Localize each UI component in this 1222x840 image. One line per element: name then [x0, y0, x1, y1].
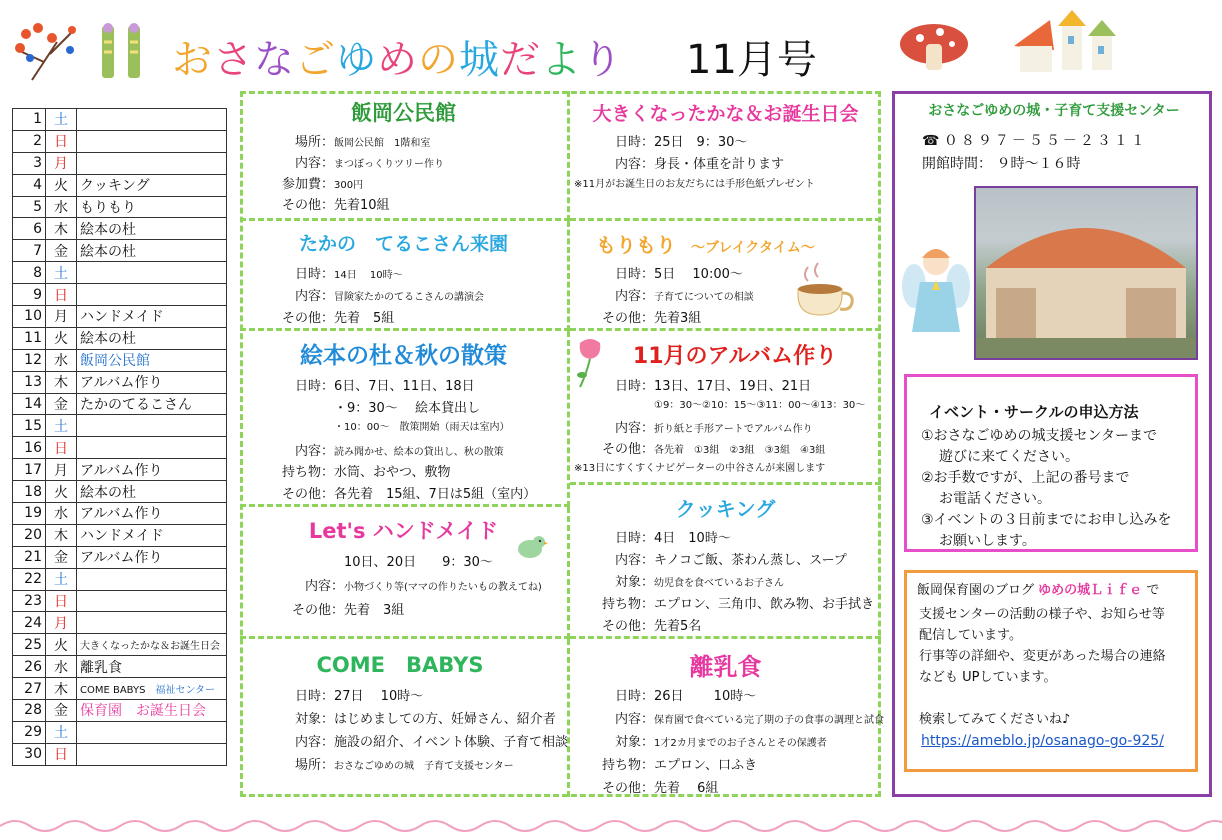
calendar-weekday: 日	[46, 284, 77, 306]
newsletter-title	[172, 28, 623, 85]
calendar-day: 14	[13, 393, 46, 415]
mushroom-icon	[898, 14, 970, 76]
event-detail-row: 内容：折り紙と手形アートでアルバム作り	[614, 421, 813, 436]
calendar-weekday: 金	[46, 700, 77, 722]
event-detail-row: 日時：13日、17日、19日、21日	[614, 379, 812, 394]
calendar-row	[13, 393, 227, 415]
calendar-event	[77, 262, 227, 284]
event-detail-row: ・9：30～ 絵本貸出し	[334, 400, 480, 416]
calendar-event: 絵本の杜	[77, 240, 227, 262]
event-handmade	[240, 507, 570, 639]
event-title: もりもり	[596, 233, 676, 257]
calendar-weekday: 火	[46, 634, 77, 656]
center-hours: 開館時間： ９時～１６時	[922, 156, 1081, 172]
calendar-day: 13	[13, 371, 46, 393]
calendar-weekday: 金	[46, 546, 77, 568]
event-detail-row: 内容：施設の紹介、イベント体験、子育て相談	[294, 735, 569, 750]
calendar-day: 7	[13, 240, 46, 262]
event-detail-row: 日時：26日 10時～	[614, 689, 757, 704]
calendar-day: 22	[13, 568, 46, 590]
blog-info	[904, 570, 1198, 772]
calendar-event	[77, 415, 227, 437]
calendar-event	[77, 109, 227, 131]
event-detail-row: ※13日にすくすくナビゲーターの中谷さんが来園します	[574, 463, 826, 474]
calendar-weekday: 月	[46, 306, 77, 328]
calendar-weekday: 火	[46, 174, 77, 196]
calendar-day: 2	[13, 130, 46, 152]
calendar-event	[77, 590, 227, 612]
calendar-row	[13, 612, 227, 634]
event-detail-row: 内容：身長・体重を計ります	[614, 157, 785, 172]
calendar-day: 1	[13, 109, 46, 131]
calendar-day: 10	[13, 306, 46, 328]
calendar-day: 19	[13, 503, 46, 525]
event-morimori	[570, 221, 881, 331]
calendar-event	[77, 568, 227, 590]
event-rinyu	[570, 639, 884, 797]
how-to-apply	[904, 374, 1198, 552]
title-char: だ	[500, 37, 541, 83]
title-char: め	[377, 37, 418, 83]
calendar-row	[13, 174, 227, 196]
event-detail-row: 内容：子育てについての相談	[614, 289, 754, 304]
calendar-day: 5	[13, 196, 46, 218]
calendar-event: アルバム作り	[77, 503, 227, 525]
calendar-weekday: 月	[46, 152, 77, 174]
howto-line: お電話ください。	[939, 491, 1051, 507]
houses-icon	[1010, 6, 1120, 78]
event-detail-row: 持ち物：エプロン、口ふき	[601, 758, 757, 773]
calendar-row	[13, 524, 227, 546]
calendar-weekday: 木	[46, 678, 77, 700]
calendar-event: たかのてるこさん	[77, 393, 227, 415]
event-detail-row: その他：先着5名	[601, 619, 702, 634]
calendar-event	[77, 612, 227, 634]
calendar-weekday: 水	[46, 656, 77, 678]
calendar-event	[77, 130, 227, 152]
event-detail-row: 内容：保育園で食べている完了期の子の食事の調理と試食	[614, 712, 884, 727]
calendar-row	[13, 349, 227, 371]
calendar-event: クッキング	[77, 174, 227, 196]
calendar-event: アルバム作り	[77, 459, 227, 481]
calendar-event: 保育園 お誕生日会	[77, 700, 227, 722]
event-title: 絵本の杜＆秋の散策	[300, 343, 507, 369]
calendar-day: 6	[13, 218, 46, 240]
calendar-event: ハンドメイド	[77, 524, 227, 546]
event-title: クッキング	[675, 497, 776, 521]
calendar-weekday: 日	[46, 130, 77, 152]
event-detail-row: 場所：おさなごゆめの城 子育て支援センター	[294, 758, 514, 773]
calendar-weekday: 木	[46, 371, 77, 393]
calendar-day: 16	[13, 437, 46, 459]
calendar-day: 23	[13, 590, 46, 612]
phone-icon: ☎	[922, 133, 940, 149]
event-album	[570, 331, 881, 485]
blog-line: なども UPしています。	[919, 670, 1057, 685]
calendar-weekday: 木	[46, 218, 77, 240]
event-detail-row: 内容：小物づくり等(ママの作りたいもの教えてね)	[304, 579, 542, 594]
calendar-weekday: 土	[46, 262, 77, 284]
calendar-row	[13, 109, 227, 131]
calendar-event	[77, 284, 227, 306]
calendar-event: 絵本の杜	[77, 481, 227, 503]
event-cooking	[570, 485, 881, 639]
calendar-day: 28	[13, 700, 46, 722]
calendar-row	[13, 721, 227, 743]
calendar-weekday: 日	[46, 590, 77, 612]
calendar-row	[13, 634, 227, 656]
event-title: たかの てるこさん来園	[298, 233, 508, 255]
calendar-weekday: 土	[46, 415, 77, 437]
calendar-row	[13, 437, 227, 459]
calendar-event: 離乳食	[77, 656, 227, 678]
calendar-row	[13, 284, 227, 306]
calendar-row	[13, 327, 227, 349]
calendar-event: 絵本の杜	[77, 327, 227, 349]
howto-title: イベント・サークルの申込方法	[929, 403, 1139, 421]
event-ehon	[240, 331, 570, 507]
calendar-day: 20	[13, 524, 46, 546]
blog-line: 行事等の詳細や、変更があった場合の連絡	[919, 649, 1166, 664]
calendar-day: 21	[13, 546, 46, 568]
calendar-row	[13, 656, 227, 678]
calendar-weekday: 水	[46, 196, 77, 218]
issue-number: 11月号	[686, 37, 817, 83]
calendar-day: 8	[13, 262, 46, 284]
calendar-day: 17	[13, 459, 46, 481]
event-iioka	[240, 91, 570, 221]
calendar-day: 12	[13, 349, 46, 371]
event-detail-row: 対象：幼児食を食べているお子さん	[614, 575, 784, 590]
calendar-row	[13, 590, 227, 612]
event-detail-row: 内容：読み聞かせ、絵本の貸出し、秋の散策	[294, 443, 504, 459]
calendar-row	[13, 306, 227, 328]
event-detail-row: 内容：まつぼっくりツリー作り	[294, 156, 444, 171]
berry-branch-icon	[12, 22, 92, 84]
title-char: の	[418, 37, 459, 83]
calendar-day: 4	[13, 174, 46, 196]
calendar-event: 絵本の杜	[77, 218, 227, 240]
event-detail-row: その他：各先着 15組、7日は5組（室内）	[281, 486, 537, 502]
calendar-row	[13, 196, 227, 218]
calendar-row	[13, 568, 227, 590]
event-detail-row: ・10：00～ 散策開始（雨天は室内）	[334, 422, 510, 433]
title-char: り	[582, 37, 623, 83]
event-detail-row: その他：各先着 ①3組 ②3組 ③3組 ④3組	[601, 442, 826, 457]
event-title: 飯岡公民館	[351, 101, 456, 125]
event-title: 離乳食	[689, 653, 762, 681]
event-detail-row: ①9：30～②10：15～③11：00～④13：30～	[654, 400, 866, 411]
coffee-cup-icon	[792, 261, 856, 321]
event-detail-row: 日時：5日 10:00～	[614, 267, 743, 282]
calendar-event	[77, 743, 227, 765]
howto-line: ③イベントの３日前までにお申し込みを	[921, 512, 1172, 528]
calendar-row	[13, 218, 227, 240]
calendar-day: 18	[13, 481, 46, 503]
event-takano	[240, 221, 570, 331]
title-char: ゆ	[336, 37, 377, 83]
event-birthday	[570, 91, 881, 221]
calendar-weekday: 木	[46, 524, 77, 546]
angel-icon	[900, 242, 972, 338]
calendar-row	[13, 240, 227, 262]
calendar-event: アルバム作り	[77, 546, 227, 568]
calendar-event	[77, 721, 227, 743]
howto-line: 遊びに来てください。	[939, 449, 1079, 465]
calendar-day: 29	[13, 721, 46, 743]
event-detail-row: 10日、20日 9：30～	[344, 555, 493, 570]
calendar-event: 大きくなったかな＆お誕生日会	[77, 634, 227, 656]
calendar-event	[77, 152, 227, 174]
calendar-day: 26	[13, 656, 46, 678]
event-title: Let's ハンドメイド	[308, 519, 499, 543]
calendar-day: 24	[13, 612, 46, 634]
event-detail-row: 持ち物：エプロン、三角巾、飲み物、お手拭き	[601, 597, 874, 612]
blog-name: ゆめの城Ｌｉｆｅ	[1038, 583, 1143, 598]
calendar-event: 飯岡公民館	[77, 349, 227, 371]
bird-icon	[514, 531, 548, 561]
calendar-weekday: 土	[46, 109, 77, 131]
calendar-event: もりもり	[77, 196, 227, 218]
event-detail-row: 日時：6日、7日、11日、18日	[294, 379, 475, 394]
event-comebabys	[240, 639, 570, 797]
number-11-icon	[94, 22, 158, 80]
calendar-weekday: 土	[46, 721, 77, 743]
event-title: 11月のアルバム作り	[632, 344, 838, 369]
calendar-day: 11	[13, 327, 46, 349]
calendar-day: 30	[13, 743, 46, 765]
event-detail-row: 日時：14日 10時～	[294, 267, 403, 282]
event-detail-row: その他：先着 5組	[281, 311, 395, 326]
event-detail-row: 日時：27日 10時～	[294, 689, 424, 704]
title-char: よ	[541, 37, 582, 83]
event-detail-row: その他：先着10組	[281, 198, 390, 213]
calendar-event	[77, 437, 227, 459]
calendar-weekday: 月	[46, 459, 77, 481]
blog-line: 検索してみてくださいね♪	[919, 712, 1071, 727]
calendar-row	[13, 130, 227, 152]
event-detail-row: 内容：冒険家たかのてるこさんの講演会	[294, 289, 484, 304]
heart-wave-decoration	[0, 808, 1222, 838]
calendar-row	[13, 700, 227, 722]
calendar-row	[13, 459, 227, 481]
event-title: 大きくなったかな＆お誕生日会	[592, 103, 859, 125]
blog-url-link[interactable]: https://ameblo.jp/osanago-go-925/	[921, 733, 1164, 749]
title-char: お	[172, 37, 213, 83]
calendar-row	[13, 262, 227, 284]
calendar-row	[13, 371, 227, 393]
calendar-weekday: 火	[46, 481, 77, 503]
event-detail-row: 対象：1才2カ月までのお子さんとその保護者	[614, 735, 827, 750]
calendar-day: 3	[13, 152, 46, 174]
event-detail-row: ※11月がお誕生日のお友だちには手形色紙プレゼント	[574, 179, 815, 190]
event-detail-row: 日時：25日 9：30～	[614, 135, 748, 150]
event-detail-row: 場所：飯岡公民館 1階和室	[294, 135, 431, 150]
calendar-row	[13, 415, 227, 437]
calendar-weekday: 金	[46, 240, 77, 262]
howto-line: お願いします。	[939, 533, 1036, 549]
event-detail-row: その他：先着3組	[601, 311, 702, 326]
calendar-event: アルバム作り	[77, 371, 227, 393]
calendar-row	[13, 546, 227, 568]
blog-intro: 飯岡保育園のブログ ゆめの城Ｌｉｆｅ で	[917, 583, 1160, 598]
title-char: な	[254, 37, 295, 83]
event-detail-row: 内容：キノコご飯、茶わん蒸し、スープ	[614, 553, 847, 568]
calendar-weekday: 金	[46, 393, 77, 415]
event-detail-row: 持ち物：水筒、おやつ、敷物	[281, 465, 451, 480]
calendar-weekday: 日	[46, 437, 77, 459]
event-title: COME BABYS	[316, 653, 484, 677]
event-detail-row: その他：先着 3組	[291, 603, 405, 618]
building-photo	[974, 186, 1198, 360]
calendar-day: 27	[13, 678, 46, 700]
calendar-day: 25	[13, 634, 46, 656]
title-char: 城	[459, 37, 500, 83]
center-phone: ☎ ０８９７－５５－２３１１	[922, 133, 1148, 149]
calendar-event: COME BABYS 福祉センター	[77, 678, 227, 700]
calendar-weekday: 水	[46, 503, 77, 525]
calendar-weekday: 月	[46, 612, 77, 634]
calendar-day: 9	[13, 284, 46, 306]
event-detail-row: 日時：4日 10時～	[614, 531, 731, 546]
calendar-weekday: 土	[46, 568, 77, 590]
calendar-event: ハンドメイド	[77, 306, 227, 328]
title-char: さ	[213, 37, 254, 83]
calendar-row	[13, 678, 227, 700]
calendar-weekday: 火	[46, 327, 77, 349]
monthly-calendar	[12, 108, 227, 766]
calendar-row	[13, 481, 227, 503]
howto-line: ②お手数ですが、上記の番号まで	[921, 470, 1130, 486]
event-subtitle: ～ブレイクタイム～	[690, 240, 815, 256]
blog-line: 支援センターの活動の様子や、お知らせ等	[919, 607, 1165, 622]
event-detail-row: 参加費：300円	[281, 177, 364, 192]
calendar-weekday: 水	[46, 349, 77, 371]
calendar-day: 15	[13, 415, 46, 437]
calendar-row	[13, 743, 227, 765]
blog-line: 配信しています。	[919, 628, 1022, 643]
center-name: おさなごゆめの城・子育て支援センター	[928, 103, 1180, 119]
calendar-weekday: 日	[46, 743, 77, 765]
calendar-row	[13, 152, 227, 174]
title-char: ご	[295, 37, 336, 83]
event-detail-row: 対象：はじめましての方、妊婦さん、紹介者	[294, 712, 556, 727]
calendar-row	[13, 503, 227, 525]
event-detail-row: その他：先着 6組	[601, 781, 719, 796]
howto-line: ①おさなごゆめの城支援センターまで	[921, 428, 1157, 444]
